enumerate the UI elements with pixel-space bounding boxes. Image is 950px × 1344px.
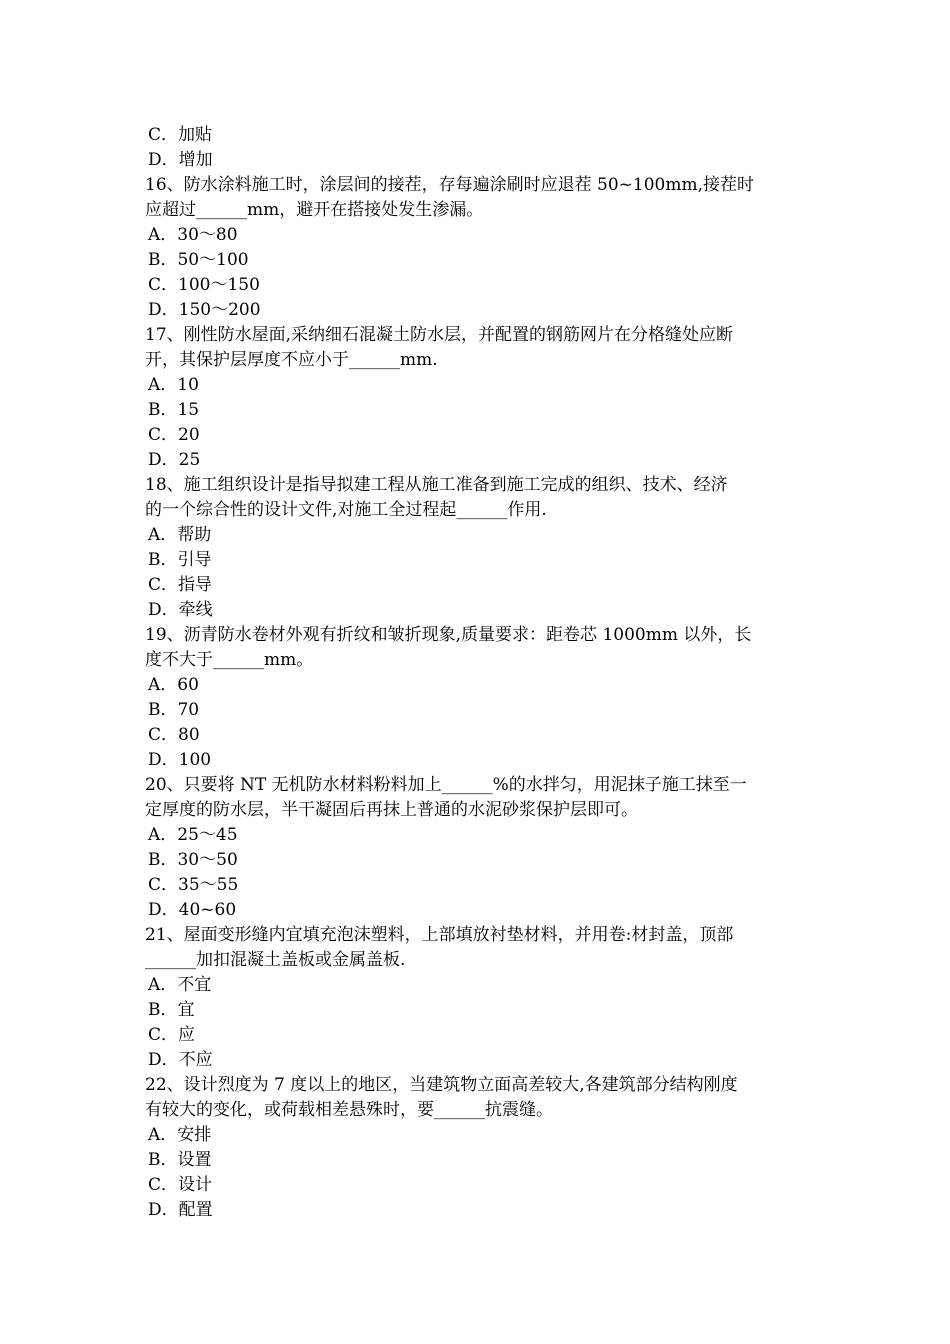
question-18 [145, 473, 807, 623]
option-a: A．不宜 [148, 975, 212, 995]
question-19 [145, 623, 807, 773]
option-c: C．加贴 [148, 125, 213, 145]
question-text-line: 开，其保护层厚度不应小于______mm. [145, 350, 438, 370]
question-text-line: 定厚度的防水层，半干凝固后再抹上普通的水泥砂浆保护层即可。 [145, 800, 638, 820]
question-text-line: 16、防水涂料施工时，涂层间的接茬，存每遍涂刷时应退茬 50~100mm,接茬时 [145, 175, 755, 195]
option-b: B．宜 [148, 1000, 195, 1020]
option-b: B．设置 [148, 1150, 212, 1170]
option-a: A．30～80 [148, 225, 238, 245]
question-16 [145, 173, 807, 323]
option-d: D．150～200 [148, 300, 261, 320]
question-21 [145, 923, 807, 1073]
question-text-line: 20、只要将 NT 无机防水材料粉料加上______%的水拌匀，用泥抹子施工抹至一 [145, 775, 747, 795]
question-text-line: 22、设计烈度为 7 度以上的地区，当建筑物立面高差较大,各建筑部分结构刚度 [145, 1075, 738, 1095]
question-22 [145, 1073, 807, 1223]
option-a: A．25～45 [148, 825, 238, 845]
option-c: C．35～55 [148, 875, 239, 895]
question-20 [145, 773, 807, 923]
option-c: C．指导 [148, 575, 213, 595]
option-d: D．配置 [148, 1200, 213, 1220]
option-c: C．100～150 [148, 275, 260, 295]
option-a: A．60 [148, 675, 199, 695]
option-c: C．20 [148, 425, 200, 445]
option-d: D．不应 [148, 1050, 213, 1070]
option-a: A．10 [148, 375, 199, 395]
document-page [145, 123, 807, 1223]
option-d: D．40~60 [148, 900, 237, 920]
question-text-line: 17、刚性防水屋面,采纳细石混凝土防水层，并配置的钢筋网片在分格缝处应断 [145, 325, 734, 345]
option-d: D．牵线 [148, 600, 213, 620]
option-c: C．应 [148, 1025, 196, 1045]
question-text-line: ______加扣混凝土盖板或金属盖板. [145, 950, 406, 970]
option-c: C．80 [148, 725, 200, 745]
question-text-line: 18、施工组织设计是指导拟建工程从施工准备到施工完成的组织、技术、经济 [145, 475, 728, 495]
option-a: A．帮助 [148, 525, 212, 545]
option-d: D．25 [148, 450, 201, 470]
question-text-line: 度不大于______mm。 [145, 650, 314, 670]
option-c: C．设计 [148, 1175, 213, 1195]
option-b: B．引导 [148, 550, 212, 570]
question-17 [145, 323, 807, 473]
question-text-line: 21、屋面变形缝内宜填充泡沫塑料，上部填放衬垫材料，并用卷:材封盖，顶部 [145, 925, 734, 945]
option-d: D．增加 [148, 150, 213, 170]
option-b: B．70 [148, 700, 200, 720]
option-b: B．30～50 [148, 850, 238, 870]
option-b: B．50～100 [148, 250, 249, 270]
question-text-line: 的一个综合性的设计文件,对施工全过程起______作用. [145, 500, 547, 520]
option-d: D．100 [148, 750, 212, 770]
question-text-line: 应超过______mm，避开在搭接处发生渗漏。 [145, 200, 484, 220]
option-a: A．安排 [148, 1125, 212, 1145]
question-text-line: 有较大的变化，或荷载相差悬殊时，要______抗震缝。 [145, 1100, 553, 1120]
option-b: B．15 [148, 400, 200, 420]
question-text-line: 19、沥青防水卷材外观有折纹和皱折现象,质量要求：距卷芯 1000mm 以外，长 [145, 625, 752, 645]
